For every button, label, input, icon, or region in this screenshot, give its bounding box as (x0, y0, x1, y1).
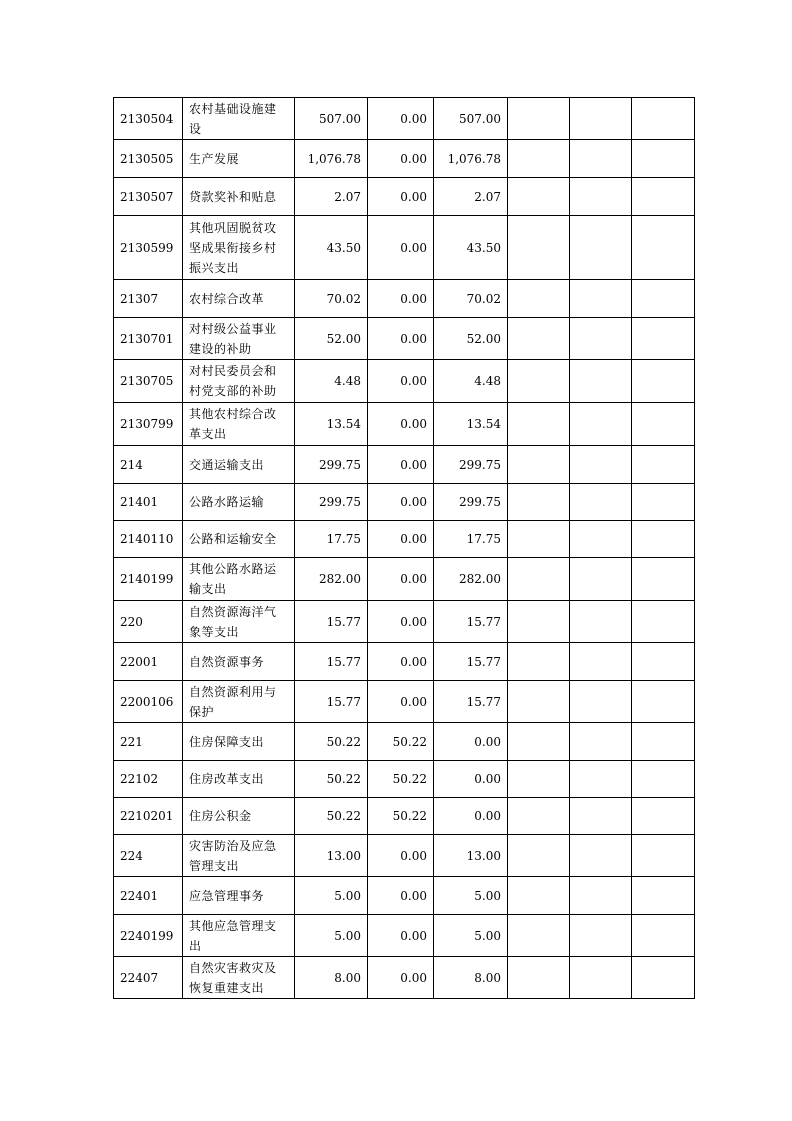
empty-cell (632, 915, 695, 957)
empty-cell (570, 835, 632, 877)
empty-cell (508, 681, 570, 723)
empty-cell (632, 98, 695, 140)
empty-cell (632, 761, 695, 798)
empty-cell (508, 318, 570, 360)
table-row (114, 521, 695, 558)
empty-cell (508, 360, 570, 403)
subject-code: 2210201 (114, 798, 183, 835)
table-row (114, 403, 695, 446)
project-amount: 52.00 (434, 318, 508, 360)
basic-amount: 0.00 (368, 280, 434, 318)
project-amount: 1,076.78 (434, 140, 508, 178)
project-amount: 0.00 (434, 798, 508, 835)
total-amount: 4.48 (295, 360, 368, 403)
subject-code: 2140199 (114, 558, 183, 601)
total-amount: 50.22 (295, 798, 368, 835)
subject-name: 农村基础设施建设 (183, 98, 295, 140)
empty-cell (570, 681, 632, 723)
total-amount: 70.02 (295, 280, 368, 318)
project-amount: 4.48 (434, 360, 508, 403)
subject-name: 其他应急管理支出 (183, 915, 295, 957)
table-row (114, 318, 695, 360)
subject-code: 2130599 (114, 216, 183, 280)
subject-code: 2130504 (114, 98, 183, 140)
empty-cell (632, 178, 695, 216)
table-row (114, 178, 695, 216)
project-amount: 5.00 (434, 877, 508, 915)
empty-cell (570, 601, 632, 643)
basic-amount: 0.00 (368, 558, 434, 601)
empty-cell (632, 723, 695, 761)
subject-name: 自然资源海洋气象等支出 (183, 601, 295, 643)
total-amount: 15.77 (295, 681, 368, 723)
basic-amount: 0.00 (368, 601, 434, 643)
table-row (114, 957, 695, 999)
total-amount: 5.00 (295, 915, 368, 957)
empty-cell (570, 761, 632, 798)
empty-cell (508, 798, 570, 835)
empty-cell (632, 318, 695, 360)
empty-cell (632, 280, 695, 318)
total-amount: 13.00 (295, 835, 368, 877)
project-amount: 8.00 (434, 957, 508, 999)
empty-cell (632, 140, 695, 178)
empty-cell (508, 601, 570, 643)
empty-cell (570, 178, 632, 216)
empty-cell (570, 723, 632, 761)
empty-cell (632, 484, 695, 521)
budget-table-body (114, 98, 695, 999)
table-row (114, 484, 695, 521)
subject-code: 224 (114, 835, 183, 877)
basic-amount: 50.22 (368, 761, 434, 798)
empty-cell (508, 140, 570, 178)
empty-cell (508, 178, 570, 216)
project-amount: 5.00 (434, 915, 508, 957)
project-amount: 17.75 (434, 521, 508, 558)
basic-amount: 0.00 (368, 877, 434, 915)
project-amount: 15.77 (434, 681, 508, 723)
subject-code: 2240199 (114, 915, 183, 957)
empty-cell (508, 957, 570, 999)
basic-amount: 0.00 (368, 484, 434, 521)
empty-cell (570, 915, 632, 957)
table-row (114, 446, 695, 484)
total-amount: 299.75 (295, 446, 368, 484)
table-row (114, 723, 695, 761)
total-amount: 299.75 (295, 484, 368, 521)
empty-cell (570, 98, 632, 140)
empty-cell (508, 877, 570, 915)
table-row (114, 98, 695, 140)
empty-cell (508, 558, 570, 601)
empty-cell (570, 216, 632, 280)
total-amount: 507.00 (295, 98, 368, 140)
project-amount: 15.77 (434, 643, 508, 681)
subject-code: 2200106 (114, 681, 183, 723)
empty-cell (508, 280, 570, 318)
empty-cell (508, 216, 570, 280)
table-row (114, 761, 695, 798)
subject-name: 应急管理事务 (183, 877, 295, 915)
empty-cell (508, 835, 570, 877)
project-amount: 299.75 (434, 484, 508, 521)
project-amount: 0.00 (434, 761, 508, 798)
basic-amount: 0.00 (368, 360, 434, 403)
basic-amount: 0.00 (368, 521, 434, 558)
subject-name: 公路和运输安全 (183, 521, 295, 558)
total-amount: 13.54 (295, 403, 368, 446)
subject-name: 对村级公益事业建设的补助 (183, 318, 295, 360)
subject-name: 自然资源利用与保护 (183, 681, 295, 723)
basic-amount: 0.00 (368, 403, 434, 446)
project-amount: 2.07 (434, 178, 508, 216)
subject-name: 生产发展 (183, 140, 295, 178)
project-amount: 507.00 (434, 98, 508, 140)
subject-code: 21307 (114, 280, 183, 318)
empty-cell (632, 403, 695, 446)
empty-cell (570, 360, 632, 403)
basic-amount: 0.00 (368, 216, 434, 280)
total-amount: 8.00 (295, 957, 368, 999)
empty-cell (632, 521, 695, 558)
basic-amount: 0.00 (368, 446, 434, 484)
basic-amount: 50.22 (368, 723, 434, 761)
empty-cell (632, 957, 695, 999)
subject-code: 22102 (114, 761, 183, 798)
subject-code: 2130701 (114, 318, 183, 360)
subject-code: 22401 (114, 877, 183, 915)
subject-code: 2130799 (114, 403, 183, 446)
subject-name: 公路水路运输 (183, 484, 295, 521)
project-amount: 15.77 (434, 601, 508, 643)
subject-name: 对村民委员会和村党支部的补助 (183, 360, 295, 403)
project-amount: 0.00 (434, 723, 508, 761)
empty-cell (632, 877, 695, 915)
subject-name: 自然灾害救灾及恢复重建支出 (183, 957, 295, 999)
total-amount: 2.07 (295, 178, 368, 216)
project-amount: 299.75 (434, 446, 508, 484)
empty-cell (570, 280, 632, 318)
subject-name: 贷款奖补和贴息 (183, 178, 295, 216)
subject-code: 22001 (114, 643, 183, 681)
subject-name: 其他公路水路运输支出 (183, 558, 295, 601)
empty-cell (632, 835, 695, 877)
table-row (114, 915, 695, 957)
subject-code: 221 (114, 723, 183, 761)
empty-cell (570, 446, 632, 484)
empty-cell (570, 140, 632, 178)
subject-code: 214 (114, 446, 183, 484)
empty-cell (508, 98, 570, 140)
subject-code: 2130505 (114, 140, 183, 178)
empty-cell (508, 403, 570, 446)
empty-cell (508, 723, 570, 761)
total-amount: 43.50 (295, 216, 368, 280)
empty-cell (570, 798, 632, 835)
table-row (114, 360, 695, 403)
basic-amount: 0.00 (368, 178, 434, 216)
total-amount: 282.00 (295, 558, 368, 601)
total-amount: 50.22 (295, 723, 368, 761)
empty-cell (570, 643, 632, 681)
total-amount: 5.00 (295, 877, 368, 915)
empty-cell (570, 521, 632, 558)
table-row (114, 681, 695, 723)
empty-cell (632, 360, 695, 403)
total-amount: 15.77 (295, 601, 368, 643)
subject-name: 交通运输支出 (183, 446, 295, 484)
subject-name: 自然资源事务 (183, 643, 295, 681)
budget-table (113, 97, 695, 999)
subject-code: 220 (114, 601, 183, 643)
total-amount: 17.75 (295, 521, 368, 558)
basic-amount: 0.00 (368, 835, 434, 877)
project-amount: 13.00 (434, 835, 508, 877)
table-row (114, 601, 695, 643)
table-row (114, 558, 695, 601)
subject-name: 住房改革支出 (183, 761, 295, 798)
basic-amount: 0.00 (368, 98, 434, 140)
subject-code: 2130705 (114, 360, 183, 403)
subject-code: 2130507 (114, 178, 183, 216)
empty-cell (508, 446, 570, 484)
basic-amount: 0.00 (368, 915, 434, 957)
empty-cell (508, 643, 570, 681)
empty-cell (632, 446, 695, 484)
basic-amount: 0.00 (368, 643, 434, 681)
empty-cell (570, 403, 632, 446)
empty-cell (632, 643, 695, 681)
basic-amount: 0.00 (368, 318, 434, 360)
empty-cell (570, 957, 632, 999)
subject-name: 灾害防治及应急管理支出 (183, 835, 295, 877)
basic-amount: 0.00 (368, 140, 434, 178)
empty-cell (570, 318, 632, 360)
table-row (114, 280, 695, 318)
total-amount: 15.77 (295, 643, 368, 681)
empty-cell (632, 216, 695, 280)
empty-cell (508, 521, 570, 558)
table-row (114, 835, 695, 877)
table-row (114, 140, 695, 178)
project-amount: 43.50 (434, 216, 508, 280)
total-amount: 52.00 (295, 318, 368, 360)
subject-name: 住房保障支出 (183, 723, 295, 761)
table-row (114, 877, 695, 915)
subject-name: 其他农村综合改革支出 (183, 403, 295, 446)
empty-cell (508, 761, 570, 798)
table-row (114, 798, 695, 835)
empty-cell (632, 681, 695, 723)
empty-cell (632, 558, 695, 601)
subject-code: 22407 (114, 957, 183, 999)
empty-cell (508, 484, 570, 521)
subject-name: 农村综合改革 (183, 280, 295, 318)
subject-name: 其他巩固脱贫攻坚成果衔接乡村振兴支出 (183, 216, 295, 280)
subject-name: 住房公积金 (183, 798, 295, 835)
total-amount: 50.22 (295, 761, 368, 798)
project-amount: 13.54 (434, 403, 508, 446)
subject-code: 21401 (114, 484, 183, 521)
project-amount: 282.00 (434, 558, 508, 601)
basic-amount: 50.22 (368, 798, 434, 835)
table-row (114, 643, 695, 681)
empty-cell (570, 558, 632, 601)
empty-cell (632, 798, 695, 835)
table-row (114, 216, 695, 280)
total-amount: 1,076.78 (295, 140, 368, 178)
project-amount: 70.02 (434, 280, 508, 318)
basic-amount: 0.00 (368, 957, 434, 999)
empty-cell (570, 877, 632, 915)
empty-cell (570, 484, 632, 521)
empty-cell (632, 601, 695, 643)
subject-code: 2140110 (114, 521, 183, 558)
basic-amount: 0.00 (368, 681, 434, 723)
empty-cell (508, 915, 570, 957)
